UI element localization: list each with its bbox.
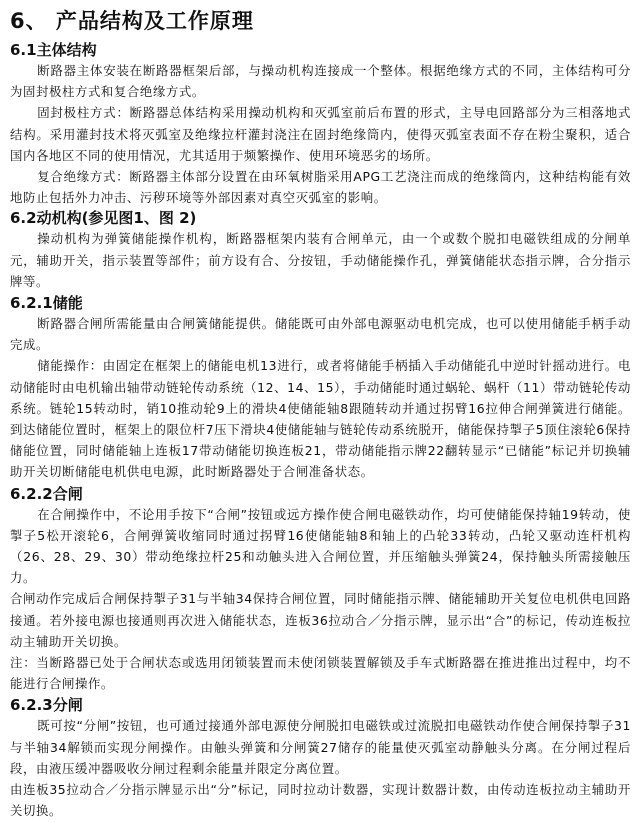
- section-heading-6-1: 6.1主体结构: [10, 41, 97, 59]
- section-heading-6-2-1: 6.2.1储能: [10, 294, 83, 313]
- paragraph: 合闸动作完成后合闸保持掣子31与半轴34保持合闸位置，同时储能指示牌、储能辅助开关复位电机供电回路接通。若外接电源也接通则再次进入储能状态，连板36拉动合／分指示牌，显示出“合”的标记，传动连板拉动主辅助开关切换。: [10, 591, 631, 649]
- section-heading-6-2: 6.2动机构(参见图1、图 2): [10, 209, 197, 228]
- paragraph: 操动机构为弹簧储能操作机构，断路器框架内装有合闸单元，由一个或数个脱扣电磁铁组成的分闸单元，辅助开关，指示装置等部件；前方设有合、分按钮，手动储能操作孔，弹簧储能状态指示牌，合分指示牌等。: [10, 231, 631, 289]
- note-paragraph: 注：当断路器已处于合闸状态或选用闭锁装置而未使闭锁装置解锁及手车式断路器在推进推出过程中，均不能进行合闸操作。: [10, 655, 631, 692]
- section-heading-6-2-2: 6.2.2合闸: [10, 484, 83, 503]
- section-heading-6-2-3: 6.2.3分闸: [10, 696, 83, 715]
- paragraph: 断路器合闸所需能量由合闸簧储能提供。储能既可由外部电源驱动电机完成，也可以使用储能手柄手动完成。: [10, 316, 631, 353]
- paragraph: 在合闸操作中，不论用手按下“合闸”按钮或远方操作使合闸电磁铁动作，均可使储能保持轴19转动，使掣子5松开滚轮6，合闸弹簧收缩同时通过拐臂16使储能轴8和轴上的凸轮33转动，凸轮又驱动连杆机构（26、28、29、30）带动绝缘拉杆25和动触头进入合闸位置，并压缩触头弹簧24，保持触头所需接触压力。: [10, 506, 631, 586]
- paragraph: 由连板35拉动合／分指示牌显示出“分”标记，同时拉动计数器，实现计数器计数，由传动连板拉动主辅助开关切换。: [10, 782, 631, 819]
- paragraph: 固封极柱方式：断路器总体结构采用操动机构和灭弧室前后布置的形式，主导电回路部分为三相落地式结构。采用灌封技术将灭弧室及绝缘拉杆灌封浇注在固封绝缘筒内，使得灭弧室表面不存在粉尘聚积，适合国内各地区不同的使用情况，尤其适用于频繁操作、使用环境恶劣的场所。: [10, 105, 631, 163]
- paragraph: 既可按“分闸”按钮，也可通过接通外部电源使分闸脱扣电磁铁或过流脱扣电磁铁动作使合闸保持掣子31与半轴34解锁而实现分闸操作。由触头弹簧和分闸簧27储存的能量使灭弧室动静触头分离。在分闸过程后段，由液压缓冲器吸收分闸过程剩余能量并限定分离位置。: [10, 718, 631, 776]
- paragraph: 断路器主体安装在断路器框架后部，与操动机构连接成一个整体。根据绝缘方式的不同，主体结构可分为固封极柱方式和复合绝缘方式。: [10, 63, 631, 100]
- paragraph: 储能操作：由固定在框架上的储能电机13进行，或者将储能手柄插入手动储能孔中逆时针摇动进行。电动储能时由电机输出轴带动链轮传动系统（12、14、15），手动储能时通过蜗轮、蜗杆（11）带动链轮传动系统。链轮15转动时，销10推动轮9上的滑块4使储能轴8跟随转动并通过拐臂16拉伸合闸弹簧进行储能。到达储能位置时，框架上的限位杆7压下滑块4使储能轴与链轮传动系统脱开，储能保持掣子5顶住滚轮6保持储能位置，同时储能轴上连板17带动储能切换连板21，带动储能指示牌22翻转显示“已储能”标记并切换辅助开关切断储能电机供电电源，此时断路器处于合闸准备状态。: [10, 358, 631, 480]
- page-title: 6、 产品结构及工作原理: [10, 9, 254, 33]
- paragraph: 复合绝缘方式：断路器主体部分设置在由环氧树脂采用APG工艺浇注而成的绝缘筒内，这种结构能有效地防止包括外力冲击、污秽环境等外部因素对真空灭弧室的影响。: [10, 169, 631, 206]
